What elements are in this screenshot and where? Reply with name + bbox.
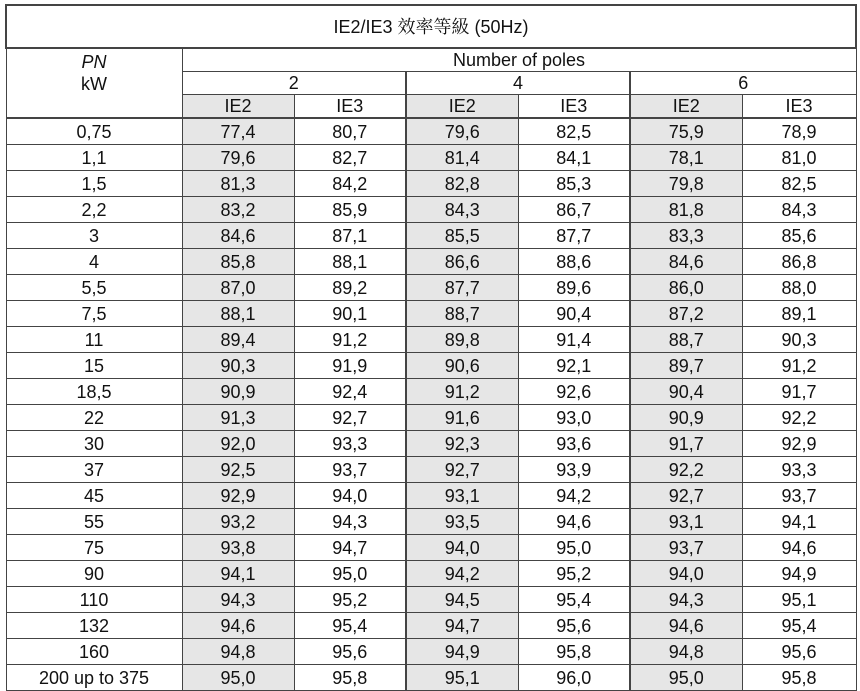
power-rating-cell: 1,5 bbox=[6, 171, 182, 197]
table-row bbox=[6, 249, 856, 275]
ie3-efficiency-cell: 92,6 bbox=[518, 379, 630, 405]
ie3-efficiency-cell: 95,6 bbox=[518, 613, 630, 639]
ie2-efficiency-cell: 94,1 bbox=[182, 561, 294, 587]
ie2-efficiency-cell: 81,3 bbox=[182, 171, 294, 197]
power-rating-cell: 15 bbox=[6, 353, 182, 379]
ie3-efficiency-cell: 91,4 bbox=[518, 327, 630, 353]
ie2-efficiency-cell: 79,6 bbox=[182, 145, 294, 171]
poles-header: Number of poles bbox=[182, 48, 856, 72]
table-row bbox=[6, 613, 856, 639]
ie3-efficiency-cell: 80,7 bbox=[294, 118, 406, 145]
power-rating-cell: 22 bbox=[6, 405, 182, 431]
table-row bbox=[6, 275, 856, 301]
power-rating-cell: 5,5 bbox=[6, 275, 182, 301]
ie3-efficiency-cell: 91,7 bbox=[742, 379, 856, 405]
power-rating-cell: 55 bbox=[6, 509, 182, 535]
power-rating-cell: 18,5 bbox=[6, 379, 182, 405]
ie2-efficiency-cell: 90,4 bbox=[630, 379, 742, 405]
ie2-efficiency-cell: 84,6 bbox=[182, 223, 294, 249]
ie3-efficiency-cell: 95,6 bbox=[742, 639, 856, 665]
ie2-efficiency-cell: 94,3 bbox=[630, 587, 742, 613]
ie3-efficiency-cell: 92,2 bbox=[742, 405, 856, 431]
ie3-efficiency-cell: 89,1 bbox=[742, 301, 856, 327]
ie2-efficiency-cell: 95,1 bbox=[406, 665, 518, 691]
ie2-efficiency-cell: 91,3 bbox=[182, 405, 294, 431]
ie3-efficiency-cell: 93,3 bbox=[294, 431, 406, 457]
ie3-efficiency-cell: 88,1 bbox=[294, 249, 406, 275]
ie2-efficiency-cell: 88,7 bbox=[630, 327, 742, 353]
ie2-efficiency-cell: 95,0 bbox=[630, 665, 742, 691]
ie2-efficiency-cell: 93,8 bbox=[182, 535, 294, 561]
power-rating-cell: 30 bbox=[6, 431, 182, 457]
ie2-efficiency-cell: 89,4 bbox=[182, 327, 294, 353]
ie2-efficiency-cell: 86,0 bbox=[630, 275, 742, 301]
ie3-efficiency-cell: 89,2 bbox=[294, 275, 406, 301]
ie3-efficiency-cell: 95,8 bbox=[742, 665, 856, 691]
ie3-efficiency-cell: 82,5 bbox=[518, 118, 630, 145]
ie2-efficiency-cell: 90,6 bbox=[406, 353, 518, 379]
table-row bbox=[6, 327, 856, 353]
ie3-efficiency-cell: 85,9 bbox=[294, 197, 406, 223]
power-rating-cell: 11 bbox=[6, 327, 182, 353]
ie3-efficiency-cell: 90,3 bbox=[742, 327, 856, 353]
ie2-efficiency-cell: 94,0 bbox=[406, 535, 518, 561]
ie2-efficiency-cell: 85,5 bbox=[406, 223, 518, 249]
table-row bbox=[6, 639, 856, 665]
table-row bbox=[6, 665, 856, 691]
ie3-efficiency-cell: 92,9 bbox=[742, 431, 856, 457]
ie3-efficiency-cell: 95,0 bbox=[518, 535, 630, 561]
class-header-ie3: IE3 bbox=[518, 95, 630, 119]
ie2-efficiency-cell: 90,9 bbox=[182, 379, 294, 405]
power-rating-cell: 45 bbox=[6, 483, 182, 509]
class-header-ie2: IE2 bbox=[182, 95, 294, 119]
ie2-efficiency-cell: 88,7 bbox=[406, 301, 518, 327]
table-row bbox=[6, 171, 856, 197]
ie3-efficiency-cell: 84,2 bbox=[294, 171, 406, 197]
pn-label: PN bbox=[81, 52, 107, 72]
ie3-efficiency-cell: 95,4 bbox=[742, 613, 856, 639]
power-rating-cell: 0,75 bbox=[6, 118, 182, 145]
ie2-efficiency-cell: 78,1 bbox=[630, 145, 742, 171]
table-row bbox=[6, 587, 856, 613]
ie3-efficiency-cell: 87,1 bbox=[294, 223, 406, 249]
table-row bbox=[6, 145, 856, 171]
ie2-efficiency-cell: 92,7 bbox=[630, 483, 742, 509]
ie3-efficiency-cell: 89,6 bbox=[518, 275, 630, 301]
pole-2-header: 2 bbox=[182, 72, 406, 95]
ie3-efficiency-cell: 85,3 bbox=[518, 171, 630, 197]
ie2-efficiency-cell: 93,1 bbox=[630, 509, 742, 535]
ie3-efficiency-cell: 90,1 bbox=[294, 301, 406, 327]
ie3-efficiency-cell: 82,5 bbox=[742, 171, 856, 197]
class-header-ie2: IE2 bbox=[406, 95, 518, 119]
ie3-efficiency-cell: 88,0 bbox=[742, 275, 856, 301]
ie2-efficiency-cell: 77,4 bbox=[182, 118, 294, 145]
table-row bbox=[6, 535, 856, 561]
table-row bbox=[6, 301, 856, 327]
ie2-efficiency-cell: 86,6 bbox=[406, 249, 518, 275]
ie3-efficiency-cell: 85,6 bbox=[742, 223, 856, 249]
table-row bbox=[6, 457, 856, 483]
ie2-efficiency-cell: 89,8 bbox=[406, 327, 518, 353]
power-rating-cell: 3 bbox=[6, 223, 182, 249]
ie3-efficiency-cell: 93,3 bbox=[742, 457, 856, 483]
ie2-efficiency-cell: 84,6 bbox=[630, 249, 742, 275]
ie3-efficiency-cell: 82,7 bbox=[294, 145, 406, 171]
power-rating-cell: 4 bbox=[6, 249, 182, 275]
ie2-efficiency-cell: 93,5 bbox=[406, 509, 518, 535]
ie3-efficiency-cell: 96,0 bbox=[518, 665, 630, 691]
table-row bbox=[6, 561, 856, 587]
table-title: IE2/IE3 效率等級 (50Hz) bbox=[6, 5, 856, 48]
ie3-efficiency-cell: 94,7 bbox=[294, 535, 406, 561]
table-row bbox=[6, 118, 856, 145]
ie3-efficiency-cell: 93,7 bbox=[742, 483, 856, 509]
ie2-efficiency-cell: 94,9 bbox=[406, 639, 518, 665]
ie2-efficiency-cell: 93,1 bbox=[406, 483, 518, 509]
ie3-efficiency-cell: 92,7 bbox=[294, 405, 406, 431]
ie2-efficiency-cell: 85,8 bbox=[182, 249, 294, 275]
ie3-efficiency-cell: 95,4 bbox=[294, 613, 406, 639]
power-rating-cell: 37 bbox=[6, 457, 182, 483]
ie2-efficiency-cell: 75,9 bbox=[630, 118, 742, 145]
ie3-efficiency-cell: 95,4 bbox=[518, 587, 630, 613]
table-row bbox=[6, 431, 856, 457]
ie2-efficiency-cell: 91,2 bbox=[406, 379, 518, 405]
ie2-efficiency-cell: 94,3 bbox=[182, 587, 294, 613]
ie2-efficiency-cell: 81,4 bbox=[406, 145, 518, 171]
class-header-ie3: IE3 bbox=[294, 95, 406, 119]
ie2-efficiency-cell: 81,8 bbox=[630, 197, 742, 223]
ie3-efficiency-cell: 93,0 bbox=[518, 405, 630, 431]
ie2-efficiency-cell: 94,6 bbox=[182, 613, 294, 639]
efficiency-table-wrapper bbox=[5, 4, 857, 691]
table-row bbox=[6, 353, 856, 379]
ie3-efficiency-cell: 95,8 bbox=[518, 639, 630, 665]
table-row bbox=[6, 509, 856, 535]
ie3-efficiency-cell: 94,2 bbox=[518, 483, 630, 509]
ie3-efficiency-cell: 94,6 bbox=[518, 509, 630, 535]
power-rating-cell: 1,1 bbox=[6, 145, 182, 171]
ie2-efficiency-cell: 92,7 bbox=[406, 457, 518, 483]
pole-6-header: 6 bbox=[630, 72, 856, 95]
ie3-efficiency-cell: 90,4 bbox=[518, 301, 630, 327]
power-header bbox=[6, 48, 182, 118]
ie3-efficiency-cell: 91,2 bbox=[742, 353, 856, 379]
ie3-efficiency-cell: 91,2 bbox=[294, 327, 406, 353]
power-rating-cell: 90 bbox=[6, 561, 182, 587]
ie3-efficiency-cell: 95,1 bbox=[742, 587, 856, 613]
ie3-efficiency-cell: 87,7 bbox=[518, 223, 630, 249]
ie3-efficiency-cell: 94,1 bbox=[742, 509, 856, 535]
power-rating-cell: 2,2 bbox=[6, 197, 182, 223]
ie3-efficiency-cell: 84,1 bbox=[518, 145, 630, 171]
ie2-efficiency-cell: 82,8 bbox=[406, 171, 518, 197]
ie2-efficiency-cell: 92,3 bbox=[406, 431, 518, 457]
ie2-efficiency-cell: 95,0 bbox=[182, 665, 294, 691]
ie3-efficiency-cell: 93,9 bbox=[518, 457, 630, 483]
ie2-efficiency-cell: 90,3 bbox=[182, 353, 294, 379]
ie3-efficiency-cell: 95,2 bbox=[518, 561, 630, 587]
table-row bbox=[6, 197, 856, 223]
ie3-efficiency-cell: 95,8 bbox=[294, 665, 406, 691]
table-row bbox=[6, 405, 856, 431]
ie2-efficiency-cell: 91,6 bbox=[406, 405, 518, 431]
ie3-efficiency-cell: 92,4 bbox=[294, 379, 406, 405]
ie3-efficiency-cell: 92,1 bbox=[518, 353, 630, 379]
ie2-efficiency-cell: 88,1 bbox=[182, 301, 294, 327]
ie2-efficiency-cell: 93,7 bbox=[630, 535, 742, 561]
class-header-ie2: IE2 bbox=[630, 95, 742, 119]
efficiency-class-table bbox=[5, 4, 857, 691]
ie2-efficiency-cell: 92,5 bbox=[182, 457, 294, 483]
ie3-efficiency-cell: 94,0 bbox=[294, 483, 406, 509]
ie2-efficiency-cell: 87,2 bbox=[630, 301, 742, 327]
ie2-efficiency-cell: 89,7 bbox=[630, 353, 742, 379]
ie2-efficiency-cell: 94,0 bbox=[630, 561, 742, 587]
ie2-efficiency-cell: 94,5 bbox=[406, 587, 518, 613]
ie2-efficiency-cell: 79,6 bbox=[406, 118, 518, 145]
ie3-efficiency-cell: 86,8 bbox=[742, 249, 856, 275]
ie2-efficiency-cell: 94,7 bbox=[406, 613, 518, 639]
ie3-efficiency-cell: 84,3 bbox=[742, 197, 856, 223]
ie2-efficiency-cell: 79,8 bbox=[630, 171, 742, 197]
ie3-efficiency-cell: 91,9 bbox=[294, 353, 406, 379]
ie2-efficiency-cell: 92,2 bbox=[630, 457, 742, 483]
power-rating-cell: 75 bbox=[6, 535, 182, 561]
ie3-efficiency-cell: 95,2 bbox=[294, 587, 406, 613]
power-rating-cell: 132 bbox=[6, 613, 182, 639]
ie3-efficiency-cell: 95,6 bbox=[294, 639, 406, 665]
ie2-efficiency-cell: 94,8 bbox=[630, 639, 742, 665]
ie2-efficiency-cell: 83,3 bbox=[630, 223, 742, 249]
ie2-efficiency-cell: 94,6 bbox=[630, 613, 742, 639]
class-header-ie3: IE3 bbox=[742, 95, 856, 119]
ie2-efficiency-cell: 91,7 bbox=[630, 431, 742, 457]
ie2-efficiency-cell: 84,3 bbox=[406, 197, 518, 223]
ie2-efficiency-cell: 87,0 bbox=[182, 275, 294, 301]
kw-unit-label: kW bbox=[81, 74, 107, 94]
table-row bbox=[6, 483, 856, 509]
ie3-efficiency-cell: 95,0 bbox=[294, 561, 406, 587]
ie3-efficiency-cell: 93,6 bbox=[518, 431, 630, 457]
ie2-efficiency-cell: 94,8 bbox=[182, 639, 294, 665]
power-rating-cell: 200 up to 375 bbox=[6, 665, 182, 691]
table-row bbox=[6, 379, 856, 405]
power-rating-cell: 7,5 bbox=[6, 301, 182, 327]
ie3-efficiency-cell: 93,7 bbox=[294, 457, 406, 483]
power-rating-cell: 160 bbox=[6, 639, 182, 665]
ie3-efficiency-cell: 94,6 bbox=[742, 535, 856, 561]
pole-4-header: 4 bbox=[406, 72, 630, 95]
ie3-efficiency-cell: 94,9 bbox=[742, 561, 856, 587]
ie3-efficiency-cell: 88,6 bbox=[518, 249, 630, 275]
ie2-efficiency-cell: 94,2 bbox=[406, 561, 518, 587]
ie2-efficiency-cell: 93,2 bbox=[182, 509, 294, 535]
ie2-efficiency-cell: 92,0 bbox=[182, 431, 294, 457]
ie2-efficiency-cell: 87,7 bbox=[406, 275, 518, 301]
ie3-efficiency-cell: 94,3 bbox=[294, 509, 406, 535]
ie3-efficiency-cell: 86,7 bbox=[518, 197, 630, 223]
table-row bbox=[6, 223, 856, 249]
ie3-efficiency-cell: 78,9 bbox=[742, 118, 856, 145]
ie2-efficiency-cell: 92,9 bbox=[182, 483, 294, 509]
power-rating-cell: 110 bbox=[6, 587, 182, 613]
ie2-efficiency-cell: 90,9 bbox=[630, 405, 742, 431]
ie2-efficiency-cell: 83,2 bbox=[182, 197, 294, 223]
ie3-efficiency-cell: 81,0 bbox=[742, 145, 856, 171]
